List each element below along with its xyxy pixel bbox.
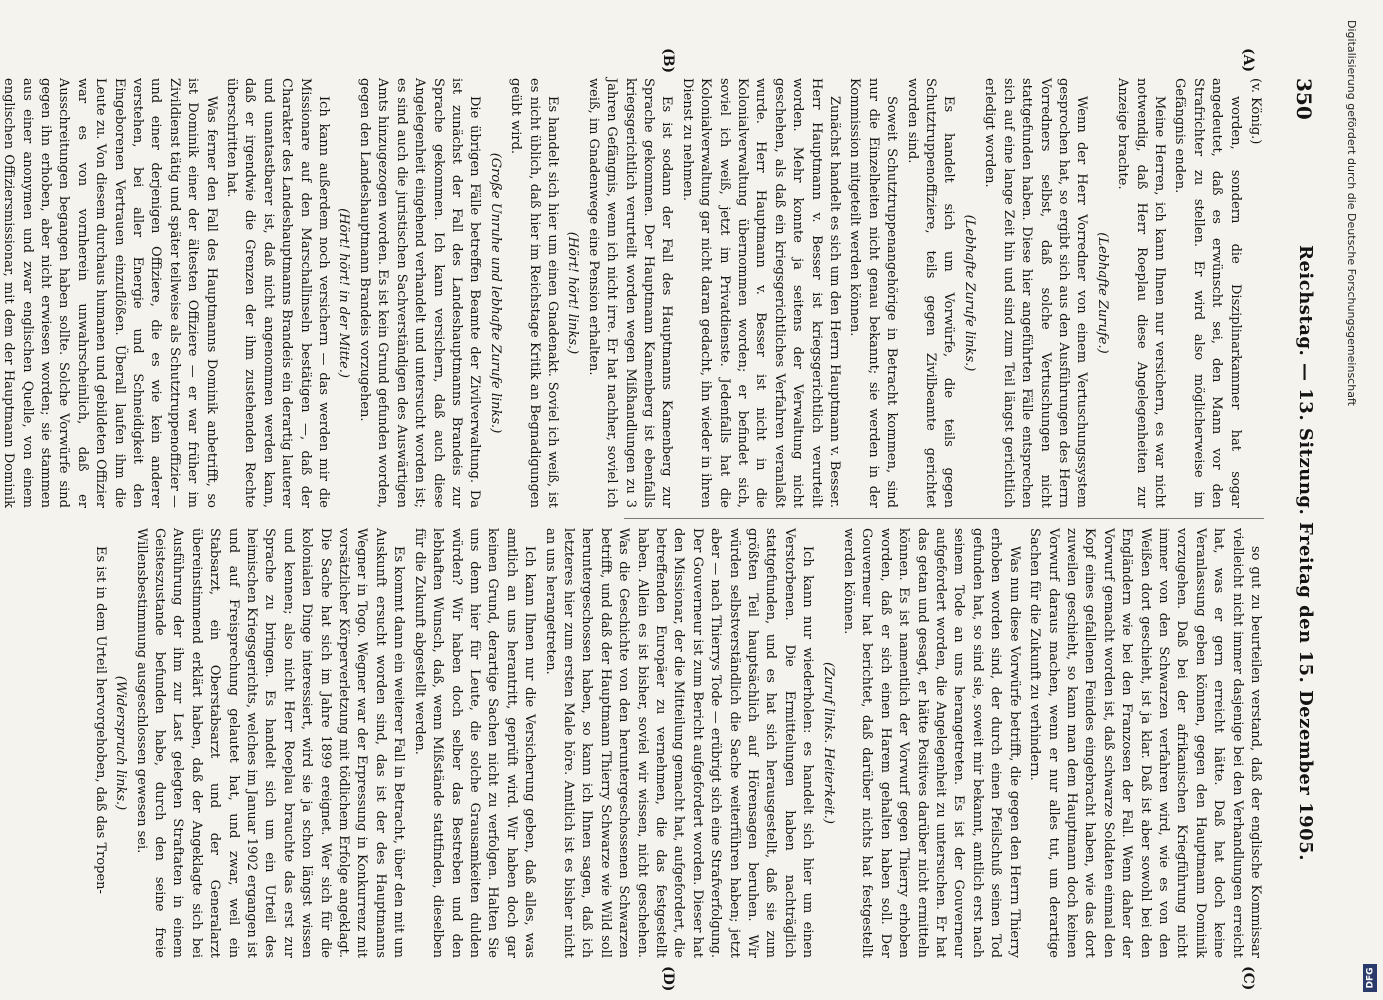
running-head: Reichstag. — 13. Sitzung. Freitag den 15. Dezember 1905.	[1295, 244, 1316, 861]
speaker-label: (v. König.)	[1248, 78, 1263, 145]
stage-direction: (Große Unruhe und lebhafte Zurufe links.)	[487, 152, 503, 434]
paragraph: Soweit Schutztruppenangehörige in Betracht kommen, sind nur die Einzelheiten nicht genau bekannt; sie werden in der Kommission mitgeteilt werden können.	[847, 78, 900, 508]
paragraph: Zunächst handelt es sich um den Herrn Hauptmann v. Besser. Herr Hauptmann v. Besser ist kriegsgerichtlich verurteilt worden. Mehr konnte ja seitens der Verwaltung nicht geschehen, als daß ein kriegsgerichtliches Verfahren veranlaßt wurde. Herr Hauptmann v. Besser ist nicht in die Kolonialverwaltung übernommen worden; er befindet sich, soviel ich weiß, jetzt im Privatdienste. Jedenfalls hat die Kolonialverwaltung gar nicht daran gedacht, ihn wieder in ihren Dienst zu nehmen.	[679, 78, 843, 508]
paragraph: Ich kann außerdem noch versichern — das werden mir die Missionare auf den Marschallinseln bestätigen —, daß der Charakter des Landeshauptmanns Brandeis ein derartig lauterer und unantastbarer ist, daß nicht angenommen werden kann, daß er irgendwie die Grenzen der ihm zustehenden Rechte überschritten hat.	[224, 78, 332, 508]
margin-marker-c: (C)	[1240, 966, 1256, 991]
paragraph: so gut zu beurteilen verstand, daß der englische Kommissar vielleicht nicht immer dasjenige bei den Verhandlungen erreicht hat, was er gern erreicht hätte. Daß hat doch keine Veranlassung geben können, gegen den Hauptmann Dominik vorzugehen. Daß bei der afrikanischen Kriegführung nicht immer von den Schwarzen verfahren wird, wie es von den Weißen dort geschieht, ist ja klar. Daß ist aber sowohl bei den Engländern wie bei den Franzosen der Fall. Wenn daher der Vorwurf gemacht worden ist, daß schwarze Soldaten einmal den Kopf eines gefallenen Feindes eingebracht haben, wie das dort zuweilen geschieht, so kann man dem Hauptmann doch keinen Vorwurf daraus machen, wenn er nur alles tut, um derartige Sachen für die Zukunft zu verhindern.	[1027, 528, 1263, 958]
dfg-logo-text: DFG	[1365, 967, 1376, 989]
paragraph: Es handelt sich hier um einen Gnadenakt. Soviel ich weiß, ist es nicht üblich, daß hier im Reichstage Kritik an Begnadigungen geübt wird.	[508, 78, 560, 508]
paragraph: Ich kann Ihnen nur die Versicherung geben, daß alles, was amtlich an uns herantritt, geprüft wird. Wir haben doch gar keinen Grund, derartige Sachen nicht zu verfolgen. Halten Sie uns denn hier für Leute, die solche Grausamkeiten dulden würden? Wir haben doch selber das Bestreben und den lebhaften Wunsch, daß, wenn Mißstände stattfinden, dieselben für die Zukunft abgestellt werden.	[411, 528, 538, 958]
stage-direction: (Lebhafte Zurufe.)	[1094, 232, 1110, 354]
stage-direction: (Hört! hört! in der Mitte.)	[336, 208, 352, 378]
digitization-credit: Digitalisierung gefördert durch die Deutsche Forschungsgemeinschaft	[1345, 20, 1358, 406]
left-column	[1, 78, 1264, 508]
rotated-page-content	[1, 48, 1316, 992]
paragraph: Die übrigen Fälle betreffen Beamte der Zivilverwaltung. Da ist zunächst der Fall des Landeshauptmanns Brandeis zur Sprache gekommen. Ich kann versichern, daß auch diese Angelegenheit eingehend verhandelt und untersucht worden ist; es sind auch die juristischen Sachverständigen des Auswärtigen Amts hinzugezogen worden. Es ist kein Grund gefunden worden, gegen den Landeshauptmann Brandeis vorzugehen.	[356, 78, 483, 508]
stage-direction: (Lebhafte Zurufe links.)	[961, 214, 977, 372]
page-header	[1276, 78, 1316, 958]
margin-marker-a: (A)	[1240, 48, 1256, 73]
paragraph: Was ferner den Fall des Hauptmanns Dominik anbetrifft, so ist Dominik einer der ältesten Offiziere — er war früher im Zivildienst tätig und später teilweise als Schutztruppenoffizier — und einer derjenigen Offiziere, die es wie kein anderer verstehen, bei aller Energie und Schneidigkeit den Eingeborenen Vertrauen einzuflößen. Überall laufen ihm die Leute zu. Von diesem durchaus humanen und gebildeten Offizier war es von vornherein unwahrscheinlich, daß er Ausschreitungen begangen haben sollte. Solche Vorwürfe sind gegen ihn erhoben, aber nicht erwiesen worden; sie stammen aus einer anonymen und zwar englischen Quelle, von einem englischen Offiziersmissionar, mit dem der Hauptmann Dominik	[1, 78, 219, 508]
margin-marker-d: (D)	[660, 966, 676, 992]
column-divider	[624, 518, 1264, 519]
paragraph: Es handelt sich um Vorwürfe, die teils gegen Schutztruppenoffiziere, teils gegen Zivilbeamte gerichtet worden sind.	[904, 78, 957, 508]
paragraph: worden, sondern die Disziplinarkammer hat sogar angedeutet, daß es erwünscht sei, den Mann vor den Strafrichter zu stellen. Er wird also möglicherweise im Gefängnis enden.	[1172, 78, 1243, 508]
margin-marker-b: (B)	[660, 48, 676, 74]
paragraph: Meine Herren, ich kann Ihnen nur versichern, es war nicht notwendig, daß Herr Roeplau diese Angelegenheiten zur Anzeige brachte.	[1115, 78, 1167, 508]
stage-direction: (Zuruf links. Heiterkeit.)	[820, 662, 836, 824]
paragraph: Wenn der Herr Vorredner von einem Vertuschungssystem gesprochen hat, so ergibt sich aus den Ausführungen des Herrn Vorredners selbst, daß solche Vertuschungen nicht stattgefunden haben. Diese hier angeführten Fälle entsprechen sich auf eine lange Zeit hin und sind zum Teil längst gerichtlich erledigt worden.	[982, 78, 1090, 508]
page-number: 350	[1292, 78, 1316, 120]
paragraph: Es ist sodann der Fall des Hauptmanns Kamenberg zur Sprache gekommen. Der Hauptmann Kamenberg ist ebenfalls kriegsgerichtlich verurteilt worden wegen Mißhandlungen zu 3 Jahren Gefängnis, wenn ich nicht irre. Er hat nachher, soviel ich weiß, im Gnadenwege eine Pension erhalten.	[585, 78, 675, 508]
paragraph: Es kommt dann ein weiterer Fall in Betracht, über den mit um Auskunft ersucht worden sind, das ist der des Hauptmanns Wegner in Togo. Wegner war der Erpressung in Konkurrenz mit vorsätzlicher Körperverletzung mit tödlichem Erfolge angeklagt. Die Sache hat sich im Jahre 1899 ereignet. Wer sich für die kolonialen Dinge interessiert, wird sie ja schon längst wissen und kennen; also nicht Herr Roeplau brauchte das erst zur Sprache zu bringen. Es handelt sich um ein Urteil des heimischen Kriegsgerichts, welches im Januar 1902 ergangen ist und auf Freisprechung gelautet hat, und zwar, weil ein Stabsarzt, ein Oberstabsarzt und der Generalarzt übereinstimmend erklärt haben, daß der Angeklagte sich bei Ausführung der ihm zur Last gelegten Straftaten in einem Geisteszustande befunden habe, durch den seine freie Willensbestimmung ausgeschlossen gewesen sei.	[133, 528, 407, 958]
right-column	[84, 528, 1264, 958]
stage-direction: (Hört! hört! links.)	[565, 231, 581, 355]
stage-direction: (Widerspruch links.)	[113, 675, 129, 811]
paragraph: Ich kann nur wiederholen: es handelt sich hier um einen Verstorbenen. Die Ermittelungen haben nachträglich stattgefunden, und es hat sich herausgestellt, daß sie zum größten Teil hauptsächlich auf Hörensagen beruhen. Wir würden selbstverständlich die Sache weiterführen haben; jetzt aber — nach Thierrys Tode — erübrigt sich eine Strafverfolgung. Der Gouverneur ist zum Bericht aufgefordert worden. Dieser hat den Missionar, der die Mitteilung gemacht hat, aufgefordert, die betreffenden Europäer zu vernehmen, die das festgestellt haben. Allein es ist bisher, soviel wir wissen, nicht geschehen. Was die Geschichte von den heruntergeschossenen Schwarzen betrifft, und daß der Hauptmann Thierry Schwarze wie Wild soll heruntergeschossen haben, so kann ich Ihnen sagen, daß ich letzteres hier zum ersten Male höre. Amtlich ist es bisher nicht an uns herangetreten.	[542, 528, 816, 958]
paragraph: Was nun diese Vorwürfe betrifft, die gegen den Herrn Thierry erhoben worden sind, der durch einen Pfeilschuß seinen Tod gefunden hat, so sind sie, soweit mir bekannt, amtlich erst nach seinem Tode an uns herangetreten. Es ist der Gouverneur aufgefordert worden, die Angelegenheit zu untersuchen. Er hat das getan und gesagt, er hätte Positives darüber nicht ermitteln können. Es ist namentlich der Vorwurf gegen Thierry erhoben worden, daß er sich einen Harem gehalten haben soll. Der Gouverneur hat berichtet, daß darüber nichts hat festgestellt werden können.	[841, 528, 1022, 958]
dfg-logo	[1363, 964, 1377, 992]
paragraph: Es ist in dem Urteil hervorgehoben, daß das Tropen-	[92, 546, 108, 894]
